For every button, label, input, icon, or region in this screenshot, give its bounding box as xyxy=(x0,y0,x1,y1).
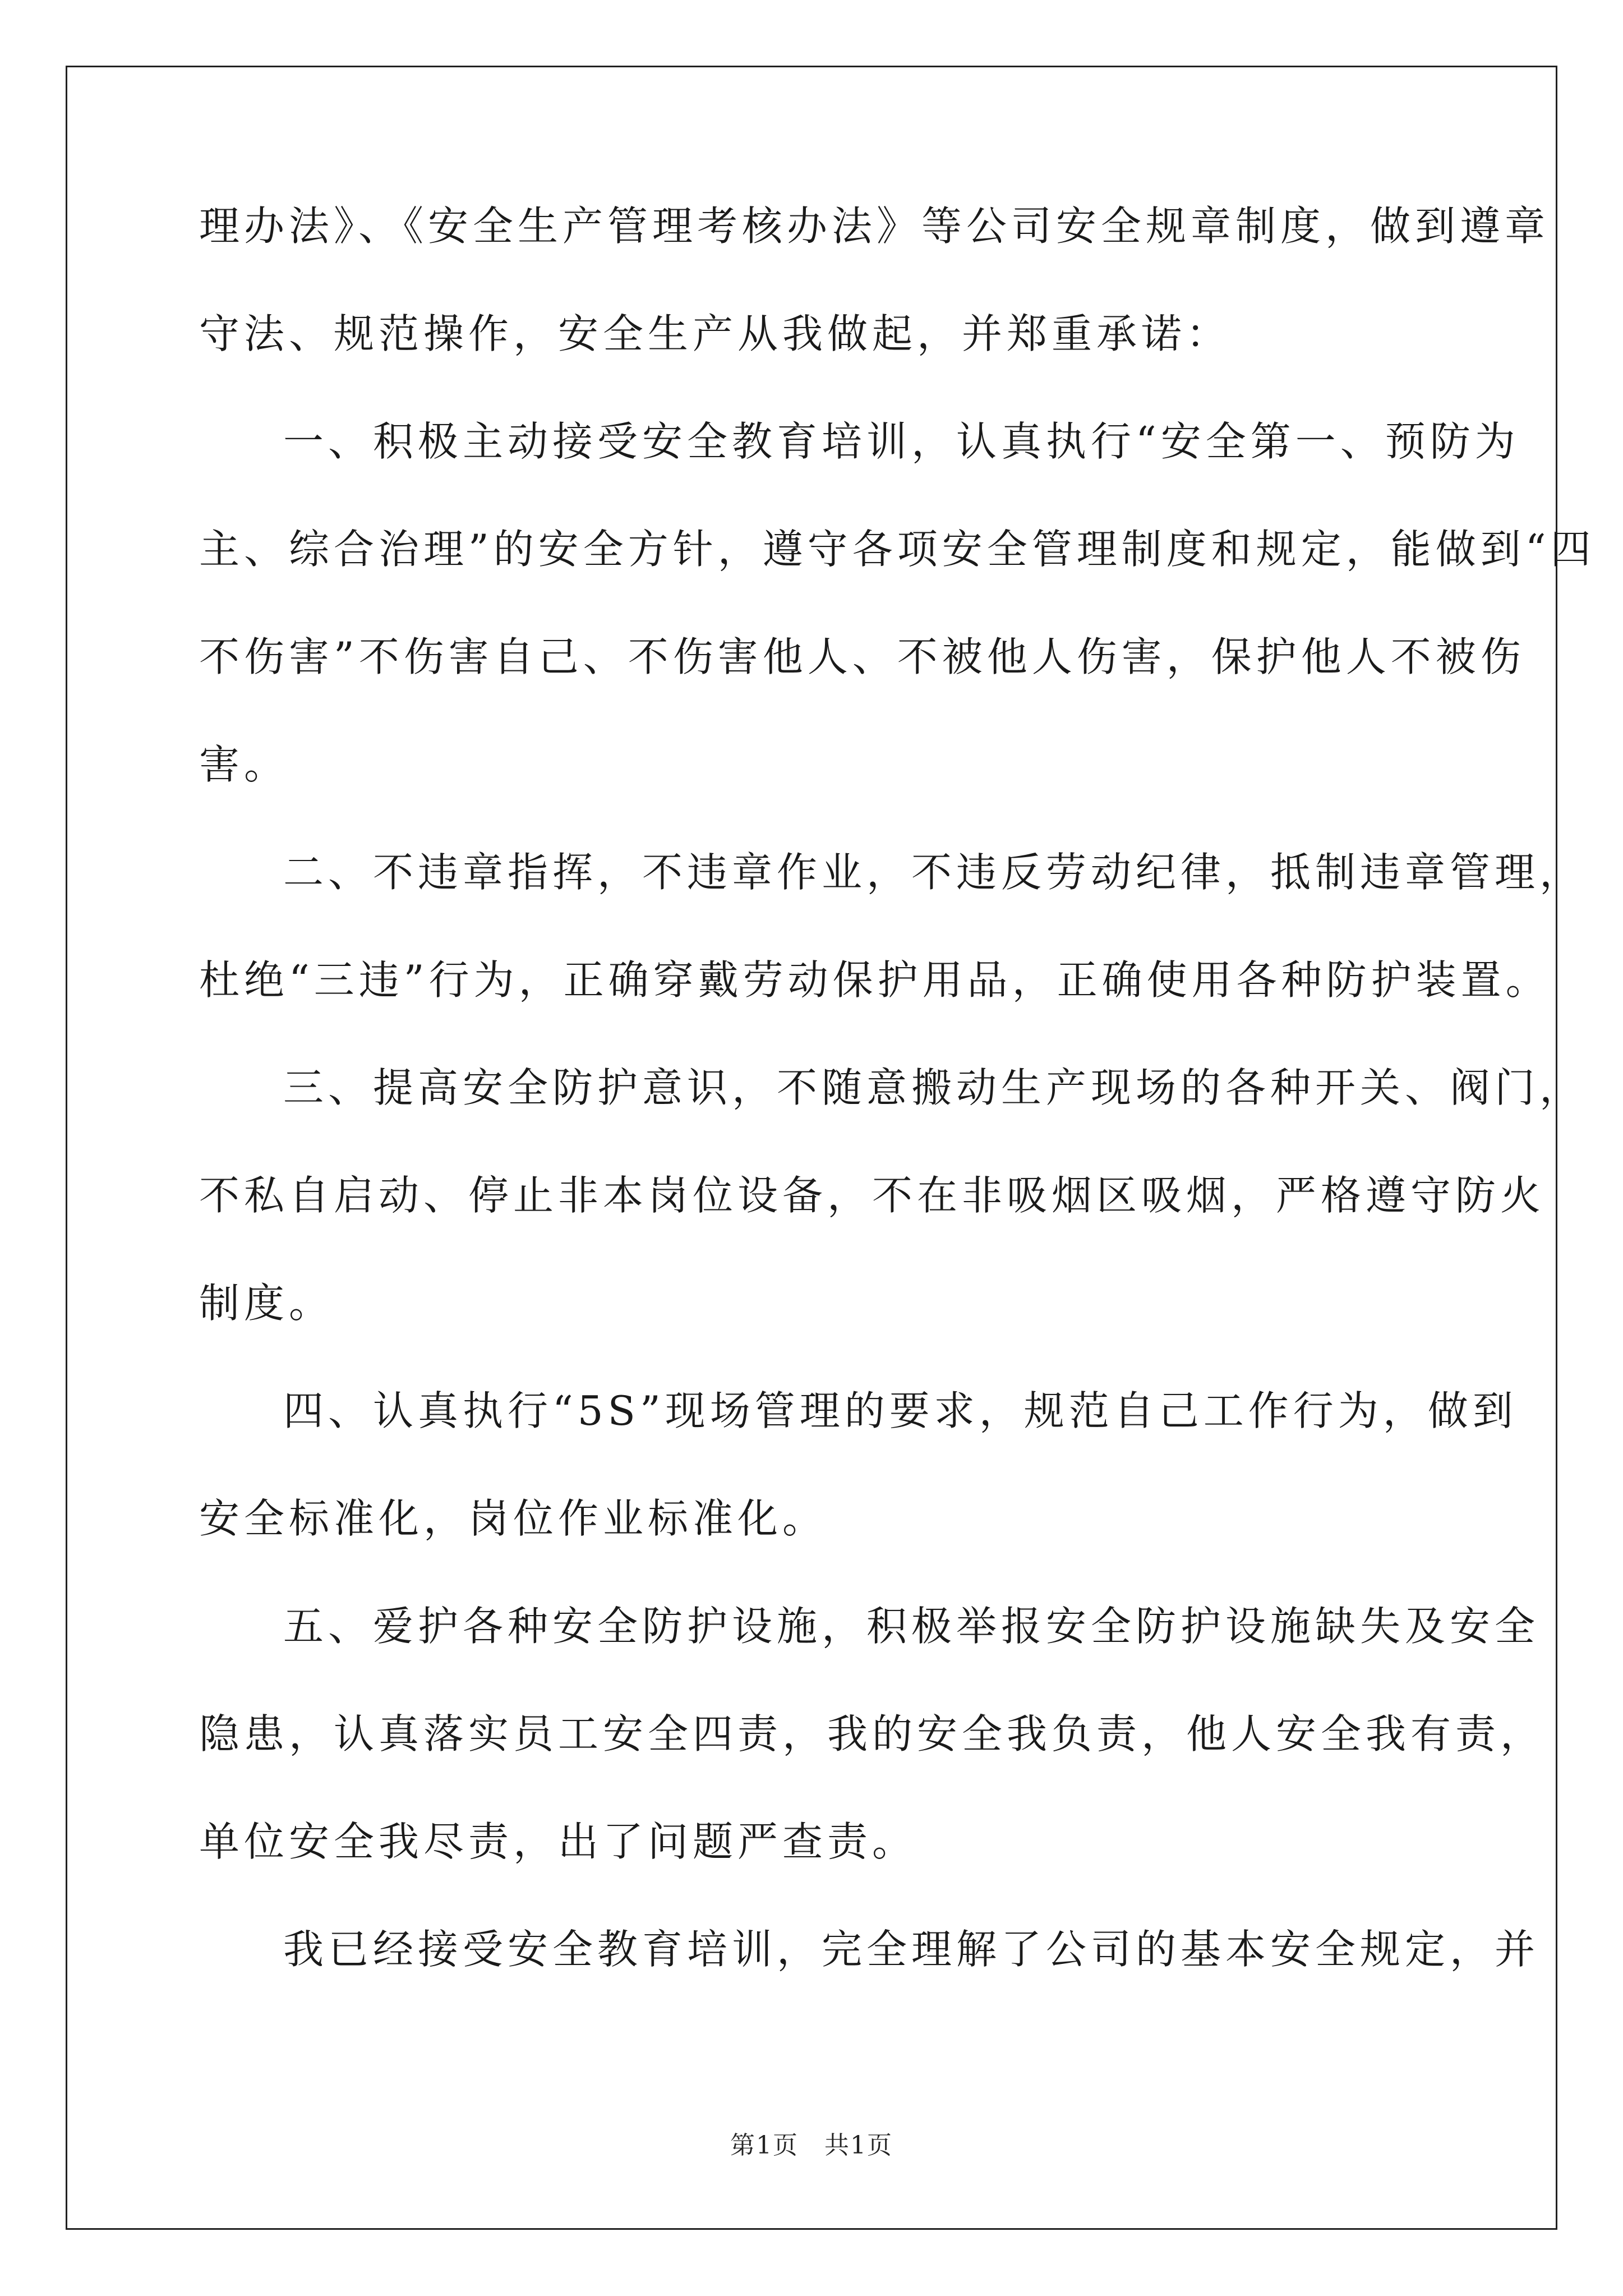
text-line: 理办法》、《安全生产管理考核办法》等公司安全规章制度，做到遵章 xyxy=(199,203,1550,250)
paragraph-6-start: 我已经接受安全教育培训，完全理解了公司的基本安全规定，并 xyxy=(283,1926,1540,1973)
paragraph-2-start: 二、不违章指挥，不违章作业，不违反劳动纪律，抵制违章管理， xyxy=(283,849,1585,896)
paragraph-1-start: 一、积极主动接受安全教育培训，认真执行“安全第一、预防为 xyxy=(283,418,1520,465)
text-line: 害。 xyxy=(199,741,289,788)
text-line: 守法、规范操作，安全生产从我做起，并郑重承诺： xyxy=(199,310,1232,357)
text-line: 单位安全我尽责，出了问题严查责。 xyxy=(199,1818,917,1865)
text-line: 不伤害”不伤害自己、不伤害他人、不被他人伤害，保护他人不被伤 xyxy=(199,633,1525,680)
text-line: 主、综合治理”的安全方针，遵守各项安全管理制度和规定，能做到“四 xyxy=(199,526,1596,573)
text-line: 隐患，认真落实员工安全四责，我的安全我负责，他人安全我有责， xyxy=(199,1710,1546,1757)
text-line: 安全标准化，岗位作业标准化。 xyxy=(199,1495,828,1542)
text-line: 杜绝“三违”行为，正确穿戴劳动保护用品，正确使用各种防护装置。 xyxy=(199,956,1551,1004)
text-line: 不私自启动、停止非本岗位设备，不在非吸烟区吸烟，严格遵守防火 xyxy=(199,1172,1546,1219)
page-number: 第1页 共1页 xyxy=(730,2131,893,2160)
paragraph-3-start: 三、提高安全防护意识，不随意搬动生产现场的各种开关、阀门， xyxy=(283,1064,1585,1111)
text-line: 制度。 xyxy=(199,1280,334,1327)
paragraph-4-start: 四、认真执行“5S”现场管理的要求，规范自己工作行为，做到 xyxy=(283,1387,1518,1434)
paragraph-5-start: 五、爱护各种安全防护设施，积极举报安全防护设施缺失及安全 xyxy=(283,1603,1540,1650)
document-body xyxy=(199,199,1596,1976)
